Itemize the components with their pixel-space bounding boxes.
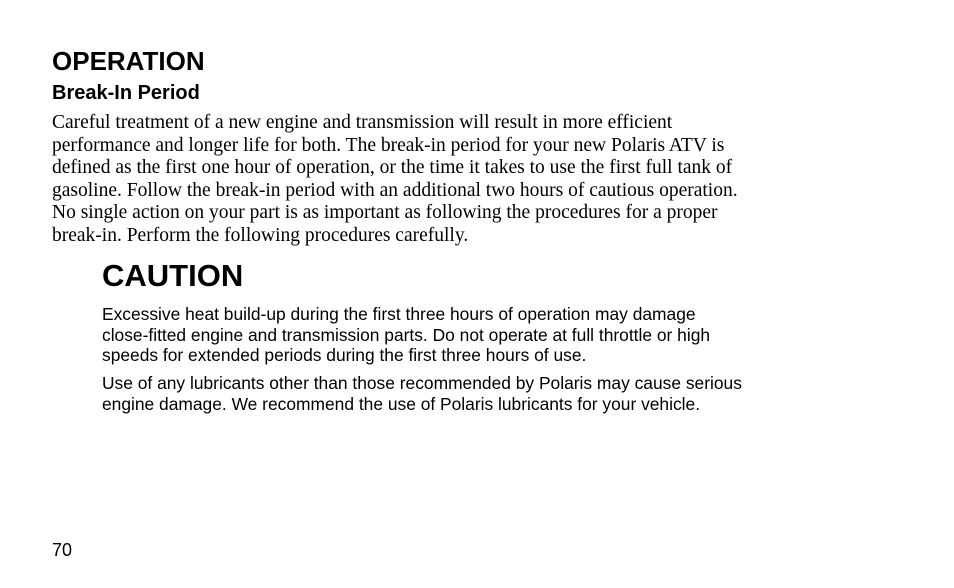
caution-line: close-fitted engine and transmission parts. Do not operate at full throttle or high <box>102 324 711 345</box>
paragraph-line: gasoline. Follow the break-in period with an additional two hours of cautious operation. <box>52 179 738 201</box>
paragraph-line: performance and longer life for both. The break-in period for your new Polaris ATV is <box>52 134 725 156</box>
caution-line: engine damage. We recommend the use of Polaris lubricants for your vehicle. <box>102 393 701 414</box>
caution-line: speeds for extended periods during the first three hours of use. <box>102 345 587 365</box>
caution-line: Excessive heat build-up during the first three hours of operation may damage <box>102 304 696 324</box>
paragraph-line: defined as the first one hour of operation, or the time it takes to use the first full tank of <box>52 157 733 179</box>
caution-paragraph-heat <box>102 304 710 366</box>
break-in-paragraph <box>52 112 902 248</box>
page-number: 70 <box>52 540 73 560</box>
paragraph-line: No single action on your part is as important as following the procedures for a proper <box>52 202 718 224</box>
caution-paragraph-lubricants <box>102 373 742 414</box>
caution-heading: CAUTION <box>102 258 244 293</box>
section-title: OPERATION <box>52 46 205 76</box>
paragraph-line: Careful treatment of a new engine and transmission will result in more efficient <box>52 112 673 133</box>
subsection-title: Break-In Period <box>52 82 200 104</box>
paragraph-line: break-in. Perform the following procedures carefully. <box>52 224 469 246</box>
caution-line: Use of any lubricants other than those recommended by Polaris may cause serious <box>102 373 742 393</box>
